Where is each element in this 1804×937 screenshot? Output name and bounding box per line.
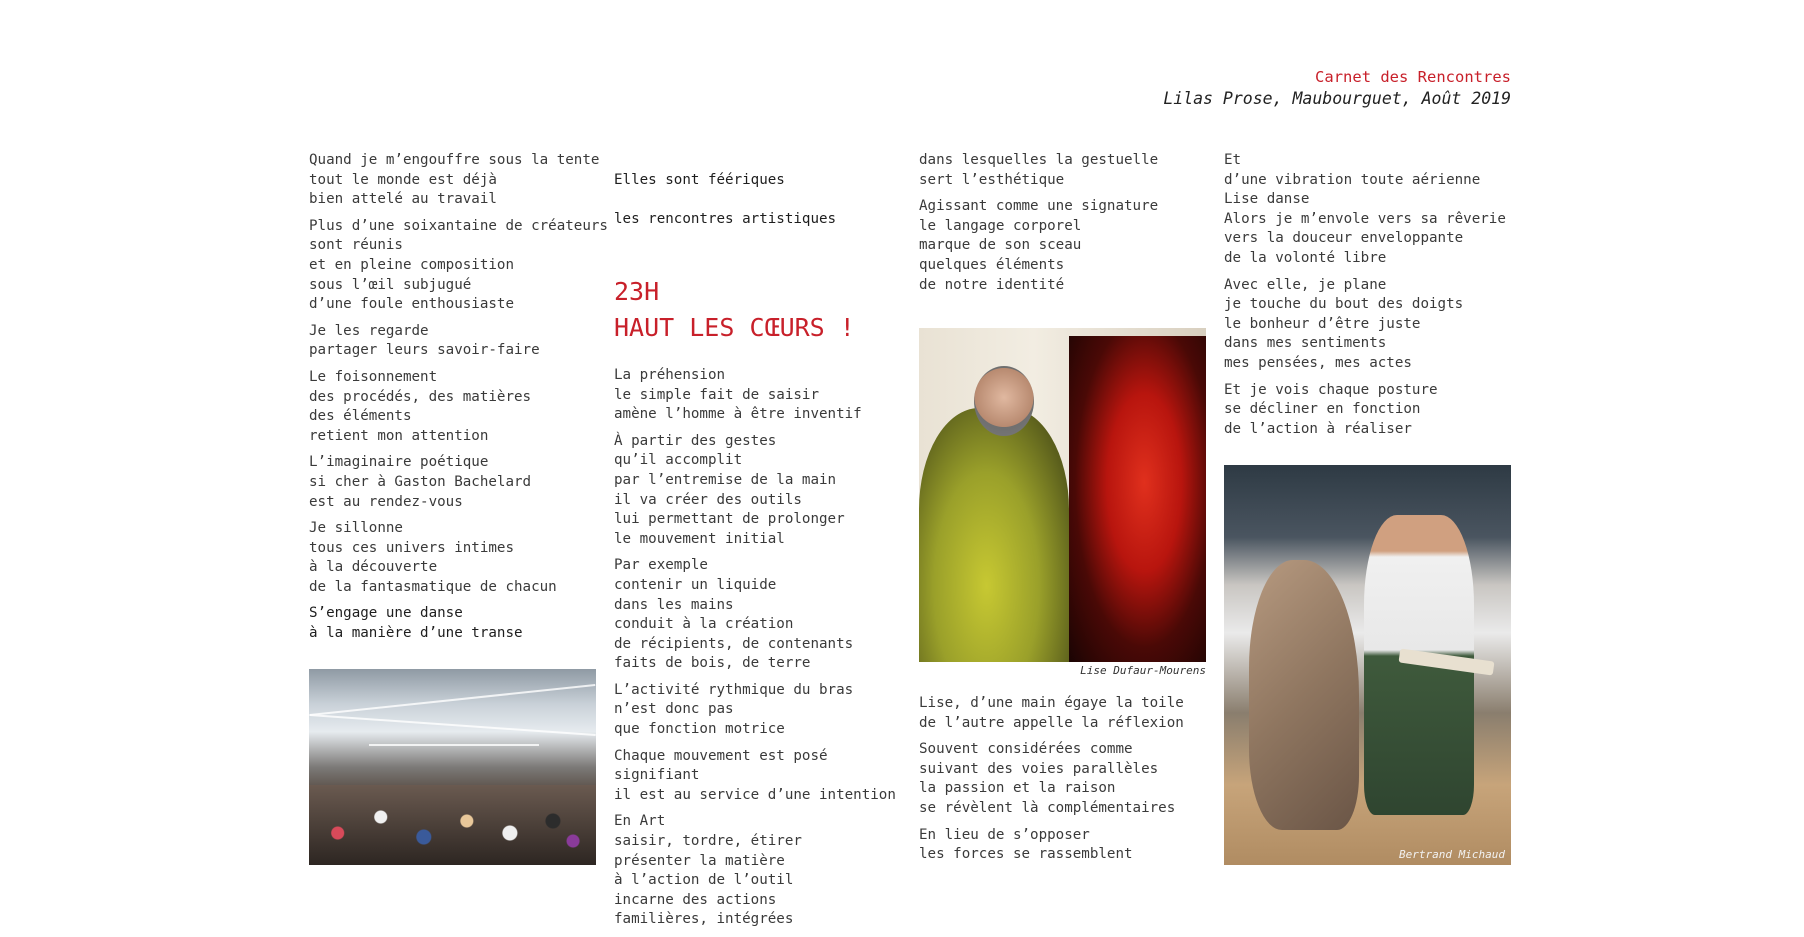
poem-line: sous l’œil subjugué: [309, 276, 472, 293]
stanza: [614, 556, 904, 674]
poem-line: la passion et la raison: [919, 780, 1116, 797]
sculptor-photo: [1224, 465, 1511, 865]
column-2: [614, 151, 904, 937]
poem-line: le mouvement initial: [614, 530, 785, 547]
poem-line: dans les mains: [614, 596, 734, 613]
painter-caption: Lise Dufaur-Mourens: [1080, 664, 1206, 677]
poem-line: il est au service d’une intention: [614, 786, 896, 803]
poem-line: amène l’homme à être inventif: [614, 406, 862, 423]
stanza: [919, 694, 1209, 733]
poem-line: par l’entremise de la main: [614, 471, 837, 488]
tent-photo: [309, 669, 596, 865]
stanza: [919, 197, 1209, 295]
stanza: [614, 432, 904, 550]
poem-line: Chaque mouvement est posé: [614, 747, 828, 764]
poem-line: Je les regarde: [309, 322, 429, 339]
poem-line: vers la douceur enveloppante: [1224, 230, 1464, 247]
stanza: [309, 151, 599, 210]
section-title-line: HAUT LES CŒURS !: [614, 312, 855, 342]
stone-sculpture: [1249, 560, 1359, 830]
poem-line: sont réunis: [309, 237, 403, 254]
poem-line: L’activité rythmique du bras: [614, 681, 854, 698]
poem-line: Par exemple: [614, 557, 708, 574]
stanza: [614, 681, 904, 740]
intro-line: Elles sont féériques: [614, 171, 785, 188]
poem-line: le bonheur d’être juste: [1224, 315, 1421, 332]
poem-line: de la volonté libre: [1224, 249, 1387, 266]
painter-head: [974, 366, 1034, 436]
poem-line: et en pleine composition: [309, 256, 514, 273]
poem-line: il va créer des outils: [614, 491, 802, 508]
poem-line: sert l’esthétique: [919, 171, 1065, 188]
header-subtitle: Lilas Prose, Maubourguet, Août 2019: [1163, 89, 1511, 108]
poem-line: Lise, d’une main égaye la toile: [919, 695, 1184, 711]
poem-line: incarne des actions: [614, 891, 777, 908]
poem-line: Quand je m’engouffre sous la tente: [309, 152, 600, 168]
poem-line: partager leurs savoir-faire: [309, 342, 540, 359]
poem-line: Le foisonnement: [309, 368, 438, 385]
poem-line: je touche du bout des doigts: [1224, 296, 1464, 313]
stanza: [309, 604, 599, 643]
poem-line: dans lesquelles la gestuelle: [919, 152, 1159, 168]
poem-line: dans mes sentiments: [1224, 335, 1387, 352]
poem-line: des procédés, des matières: [309, 388, 532, 405]
poem-line: En Art: [614, 813, 666, 830]
poem-line: conduit à la création: [614, 616, 794, 633]
poem-line: contenir un liquide: [614, 576, 777, 593]
stanza: [1224, 276, 1514, 374]
header-title: Carnet des Rencontres: [1315, 68, 1511, 86]
poem-line: de la fantasmatique de chacun: [309, 578, 557, 595]
section-title-line: 23H: [614, 276, 660, 306]
poem-line: Souvent considérées comme: [919, 741, 1133, 758]
column-2-stanzas: [614, 366, 904, 930]
poem-line: Lise danse: [1224, 191, 1310, 208]
stanza: [614, 366, 904, 425]
intro-line: les rencontres artistiques: [614, 210, 837, 227]
poem-line: si cher à Gaston Bachelard: [309, 473, 532, 490]
poem-line: L’imaginaire poétique: [309, 454, 489, 471]
stanza: [309, 322, 599, 361]
poem-line: le langage corporel: [919, 217, 1082, 234]
stanza: [309, 217, 608, 315]
column-3: [919, 151, 1209, 302]
poem-line: faits de bois, de terre: [614, 655, 811, 672]
poem-line: que fonction motrice: [614, 721, 785, 738]
column-3-bottom: [919, 694, 1209, 872]
poem-line: En lieu de s’opposer: [919, 826, 1090, 843]
poem-line: se révèlent là complémentaires: [919, 799, 1176, 816]
painting: [1069, 336, 1206, 662]
page-header: [1163, 67, 1511, 109]
poem-line: lui permettant de prolonger: [614, 511, 845, 528]
poem-line: S’engage une danse: [309, 605, 463, 622]
poem-line: Avec elle, je plane: [1224, 276, 1387, 293]
poem-line: présenter la matière: [614, 852, 785, 869]
poem-line: Agissant comme une signature: [919, 198, 1159, 215]
poem-line: d’une vibration toute aérienne: [1224, 171, 1481, 188]
stanza: [309, 453, 599, 512]
stanza: [614, 812, 904, 930]
poem-line: les forces se rassemblent: [919, 846, 1133, 863]
poem-line: à la manière d’une transe: [309, 625, 523, 642]
poem-line: de l’autre appelle la réflexion: [919, 714, 1184, 731]
poem-line: tous ces univers intimes: [309, 539, 514, 556]
stanza: [919, 151, 1209, 190]
stanza: [1224, 151, 1514, 269]
poem-line: n’est donc pas: [614, 701, 734, 718]
section-title: [614, 274, 904, 346]
poem-line: Alors je m’envole vers sa rêverie: [1224, 210, 1506, 227]
sculptor-caption: Bertrand Michaud: [1399, 848, 1505, 861]
poem-line: se décliner en fonction: [1224, 401, 1421, 418]
intro-stanza: [614, 151, 904, 249]
poem-line: familières, intégrées: [614, 911, 794, 928]
stanza: [1224, 381, 1514, 440]
poem-line: Et je vois chaque posture: [1224, 381, 1438, 398]
poem-line: suivant des voies parallèles: [919, 760, 1159, 777]
poem-line: de récipients, de contenants: [614, 635, 854, 652]
stanza: [919, 740, 1209, 818]
stanza: [309, 519, 599, 597]
poem-line: tout le monde est déjà: [309, 171, 497, 188]
poem-line: Plus d’une soixantaine de créateurs: [309, 217, 608, 234]
poem-line: À partir des gestes: [614, 432, 777, 449]
poem-line: marque de son sceau: [919, 237, 1082, 254]
poem-line: est au rendez-vous: [309, 493, 463, 510]
poem-line: le simple fait de saisir: [614, 386, 819, 403]
poem-line: des éléments: [309, 408, 412, 425]
poem-line: d’une foule enthousiaste: [309, 296, 514, 313]
poem-line: à l’action de l’outil: [614, 872, 794, 889]
poem-line: à la découverte: [309, 559, 438, 576]
column-4: [1224, 151, 1514, 446]
poem-line: de l’action à réaliser: [1224, 420, 1412, 437]
poem-line: signifiant: [614, 767, 700, 784]
poem-line: qu’il accomplit: [614, 452, 743, 469]
painter-photo: [919, 328, 1206, 662]
poem-line: La préhension: [614, 366, 726, 383]
poem-line: Je sillonne: [309, 520, 403, 537]
stanza: [614, 747, 904, 806]
poem-line: de notre identité: [919, 276, 1065, 293]
stanza: [919, 826, 1209, 865]
poem-line: Et: [1224, 152, 1242, 168]
column-1: [309, 151, 608, 651]
stanza: [309, 368, 599, 446]
poem-line: quelques éléments: [919, 256, 1065, 273]
poem-line: retient mon attention: [309, 427, 489, 444]
poem-line: mes pensées, mes actes: [1224, 354, 1412, 371]
crowd: [309, 785, 596, 865]
painter-figure: [919, 408, 1069, 662]
poem-line: bien attelé au travail: [309, 191, 497, 208]
poem-line: saisir, tordre, étirer: [614, 833, 802, 850]
